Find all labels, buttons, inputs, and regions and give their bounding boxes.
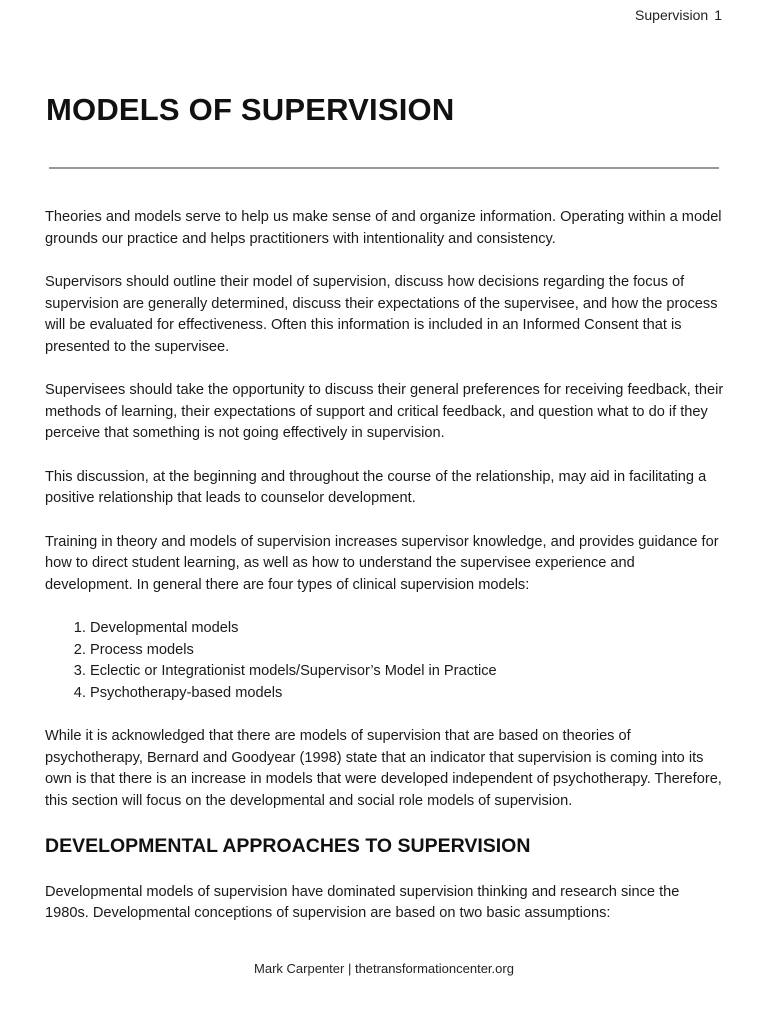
paragraph-intro: Theories and models serve to help us make sense of and organize information. Operating within a model grounds our practice and helps practitioners with intentionality and consistency. — [45, 209, 722, 247]
paragraph-supervisors: Supervisors should outline their model of supervision, discuss how decisions regarding the focus of supervision are generally determined, discuss their expectations of the supervisee, and how the process will be evaluated for effectiveness. Often this information is included in an Informed Consent that is presented to the supervisee. — [45, 274, 718, 355]
page-footer: Mark Carpenter | thetransformationcenter.org — [254, 961, 514, 976]
paragraph-psychotherapy: While it is acknowledged that there are models of supervision that are based on theories of psychotherapy, Bernard and Goodyear (1998) state that an indicator that supervision is coming into its own is that there is an increase in models that were developed independent of psychotherapy. Therefore, this section will focus on the developmental and social role models of supervision. — [45, 728, 722, 809]
paragraph-training: Training in theory and models of supervision increases supervisor knowledge, and provides guidance for how to direct student learning, as well as how to understand the supervisee experience and development. In general there are four types of clinical supervision models: — [45, 533, 719, 593]
paragraph-supervisees: Supervisees should take the opportunity to discuss their general preferences for receiving feedback, their methods of learning, their expectations of support and critical feedback, and question what to do if they perceive that something is not going effectively in supervision. — [45, 382, 724, 441]
page-number: 1 — [714, 7, 722, 23]
document-body — [45, 207, 725, 947]
list-item: 4. Psychotherapy-based models — [90, 683, 725, 705]
section-heading: DEVELOPMENTAL APPROACHES TO SUPERVISION — [45, 835, 531, 857]
title-divider — [49, 167, 719, 169]
running-header — [635, 7, 722, 23]
supervision-model-list — [45, 618, 725, 704]
running-header-title: Supervision — [635, 7, 709, 23]
page-title: MODELS OF SUPERVISION — [46, 92, 455, 127]
list-item: 2. Process models — [90, 640, 725, 662]
paragraph-developmental: Developmental models of supervision have dominated supervision thinking and research since the 1980s. Developmental conceptions of supervision are based on two basic assumptions: — [45, 883, 680, 921]
paragraph-discussion: This discussion, at the beginning and throughout the course of the relationship, may aid in facilitating a positive relationship that leads to counselor development. — [45, 468, 707, 506]
list-item: 1. Developmental models — [90, 618, 725, 640]
list-item: 3. Eclectic or Integrationist models/Supervisor’s Model in Practice — [90, 661, 725, 683]
